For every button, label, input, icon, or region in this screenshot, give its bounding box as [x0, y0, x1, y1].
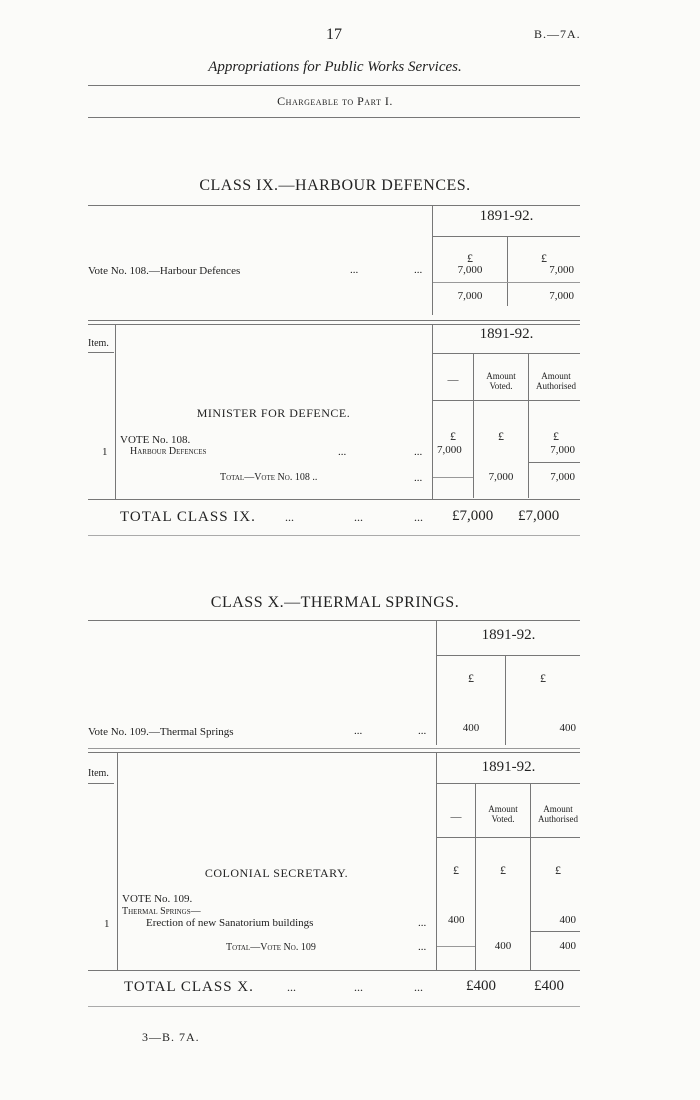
- vote-label: Vote No. 109.—Thermal Springs: [88, 726, 234, 738]
- amount-authorised-header: Amount Authorised: [536, 371, 576, 391]
- total-value: 7,000: [549, 290, 574, 302]
- table-rule: [88, 205, 580, 206]
- item-authorised: 400: [559, 914, 576, 926]
- item-number: 1: [104, 918, 110, 930]
- pound-sign: £: [553, 429, 559, 443]
- vote-number: VOTE No. 108.: [120, 434, 191, 446]
- leader-dots: ...: [414, 510, 423, 524]
- table-rule: [437, 783, 580, 784]
- leader-dots: ...: [354, 980, 363, 994]
- table-rule: [433, 353, 580, 354]
- vote-number: VOTE No. 109.: [122, 893, 193, 905]
- title-rule: [88, 85, 580, 86]
- amount-voted-header: Amount Voted.: [488, 804, 518, 824]
- minister-heading: COLONIAL SECRETARY.: [204, 866, 349, 880]
- total-class-ix-label: TOTAL CLASS IX.: [120, 509, 256, 525]
- page-title: Appropriations for Public Works Services.: [208, 59, 462, 75]
- amount-voted-header: Amount Voted.: [486, 371, 516, 391]
- leader-dots: ...: [285, 510, 294, 524]
- table-rule: [433, 400, 580, 401]
- table-rule: [88, 748, 580, 749]
- column-divider: [117, 752, 118, 970]
- chargeable-rule: [88, 117, 580, 118]
- item-name: Erection of new Sanatorium buildings: [146, 917, 314, 929]
- sum-rule: [433, 282, 580, 283]
- leader-dots: ...: [414, 472, 423, 484]
- table-rule: [88, 499, 580, 500]
- total-class-x-value: £400: [466, 978, 496, 994]
- total-label: Total—Vote No. 109: [226, 942, 316, 953]
- column-divider: [436, 752, 437, 970]
- sum-rule: [531, 931, 580, 932]
- item-authorised: 7,000: [550, 444, 575, 456]
- amount-value: 400: [559, 722, 576, 734]
- total-class-x-value: £400: [534, 978, 564, 994]
- empty-dash: —: [447, 374, 459, 386]
- leader-dots: ...: [338, 446, 347, 458]
- printer-signature: 3—B. 7A.: [142, 1030, 200, 1044]
- class-ix-heading: CLASS IX.—HARBOUR DEFENCES.: [199, 177, 471, 194]
- table-rule: [88, 352, 114, 353]
- pound-sign: £: [498, 429, 504, 443]
- chargeable-heading: Chargeable to Part I.: [277, 94, 393, 108]
- item-column-header: Item.: [88, 338, 109, 349]
- total-class-ix-value: £7,000: [518, 508, 560, 524]
- leader-dots: ...: [354, 510, 363, 524]
- amount-authorised-header: Amount Authorised: [538, 804, 578, 824]
- leader-dots: ...: [414, 446, 423, 458]
- total-authorised: 400: [559, 940, 576, 952]
- empty-dash: —: [450, 811, 462, 823]
- item-name: Harbour Defences: [130, 446, 207, 457]
- total-voted: 400: [494, 940, 512, 952]
- page-number: 17: [326, 26, 342, 43]
- table-rule: [88, 320, 580, 321]
- leader-dots: ...: [418, 917, 427, 929]
- table-rule: [437, 655, 580, 656]
- section-rule: [88, 1006, 580, 1007]
- table-rule: [88, 783, 114, 784]
- pound-sign: £: [467, 251, 473, 265]
- pound-sign: £: [468, 671, 474, 685]
- pound-sign: £: [540, 671, 546, 685]
- class-x-heading: CLASS X.—THERMAL SPRINGS.: [210, 594, 460, 611]
- table-rule: [88, 752, 580, 753]
- leader-dots: ...: [287, 980, 296, 994]
- subhead: Thermal Springs—: [122, 906, 201, 917]
- total-value: 7,000: [457, 290, 483, 302]
- table-rule: [88, 324, 580, 325]
- table-rule: [88, 620, 580, 621]
- year-header: 1891-92.: [481, 759, 536, 775]
- minister-heading: MINISTER FOR DEFENCE.: [196, 406, 351, 420]
- total-class-x-label: TOTAL CLASS X.: [124, 979, 254, 995]
- year-header: 1891-92.: [479, 208, 534, 224]
- amount-value: 400: [462, 722, 480, 734]
- document-reference: B.—7A.: [534, 27, 581, 41]
- vote-label: Vote No. 108.—Harbour Defences: [88, 265, 241, 277]
- total-class-ix-value: £7,000: [452, 508, 494, 524]
- total-voted: 7,000: [488, 471, 514, 483]
- pound-sign: £: [453, 863, 459, 877]
- year-header: 1891-92.: [479, 326, 534, 342]
- leader-dots: ...: [414, 264, 423, 276]
- year-header: 1891-92.: [481, 627, 536, 643]
- table-rule: [88, 970, 580, 971]
- leader-dots: ...: [350, 264, 359, 276]
- sum-rule: [437, 946, 475, 947]
- item-amount: 400: [448, 914, 465, 926]
- table-rule: [437, 837, 580, 838]
- pound-sign: £: [500, 863, 506, 877]
- column-divider: [432, 324, 433, 499]
- leader-dots: ...: [418, 725, 427, 737]
- section-rule: [88, 535, 580, 536]
- amount-value: 7,000: [549, 264, 574, 276]
- pound-sign: £: [555, 863, 561, 877]
- leader-dots: ...: [418, 941, 427, 953]
- pound-sign: £: [541, 251, 547, 265]
- item-amount: 7,000: [437, 444, 462, 456]
- item-number: 1: [102, 446, 108, 458]
- total-label: Total—Vote No. 108 ..: [220, 472, 318, 483]
- sum-rule: [433, 477, 473, 478]
- pound-sign: £: [450, 429, 456, 443]
- leader-dots: ...: [414, 980, 423, 994]
- item-column-header: Item.: [88, 768, 109, 779]
- sum-rule: [529, 462, 580, 463]
- amount-value: 7,000: [457, 264, 483, 276]
- total-authorised: 7,000: [550, 471, 575, 483]
- leader-dots: ...: [354, 725, 363, 737]
